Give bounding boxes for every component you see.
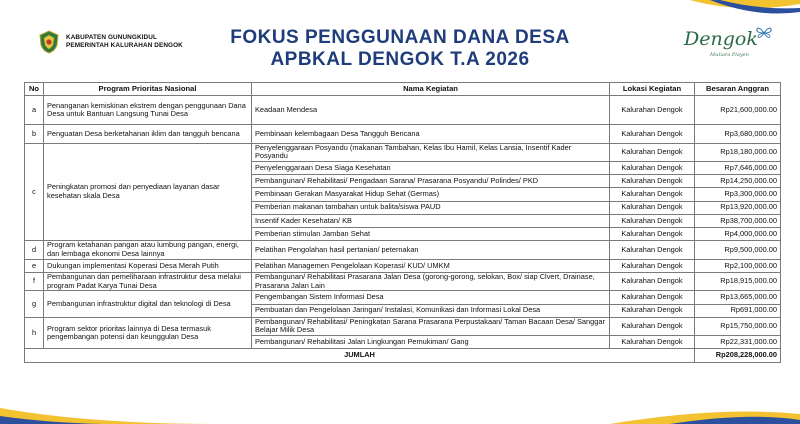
anggaran-cell: Rp18,180,000.00 (695, 143, 781, 162)
lokasi-cell: Kalurahan Dengok (610, 291, 695, 304)
kegiatan-cell: Penyelenggaraan Posyandu (makanan Tambahan, Kelas Ibu Hamil, Kelas Lansia, Insentif Kader Posyandu (252, 143, 610, 162)
dengok-brand-logo (684, 28, 774, 62)
lokasi-cell: Kalurahan Dengok (610, 175, 695, 188)
program-cell: Peningkatan promosi dan penyediaan layanan dasar kesehatan skala Desa (44, 143, 252, 241)
lokasi-cell: Kalurahan Dengok (610, 304, 695, 317)
table-row (25, 96, 781, 125)
lokasi-cell: Kalurahan Dengok (610, 272, 695, 291)
kegiatan-cell: Pemberian makanan tambahan untuk balita/siswa PAUD (252, 201, 610, 214)
lokasi-cell: Kalurahan Dengok (610, 259, 695, 272)
anggaran-cell: Rp22,331,000.00 (695, 336, 781, 349)
kegiatan-cell: Pelatihan Pengolahan hasil pertanian/ peternakan (252, 241, 610, 260)
brand-name: Dengok (684, 28, 758, 50)
kegiatan-cell: Penyelenggaraan Desa Siaga Kesehatan (252, 162, 610, 175)
lokasi-cell: Kalurahan Dengok (610, 188, 695, 201)
butterfly-icon (756, 26, 772, 40)
lokasi-cell: Kalurahan Dengok (610, 162, 695, 175)
table-header-row (25, 83, 781, 96)
column-header-no: No (25, 83, 44, 96)
kegiatan-cell: Keadaan Mendesa (252, 96, 610, 125)
program-cell: Pembangunan dan pemeliharaan infrastruktur desa melalui program Padat Karya Tunai Desa (44, 272, 252, 291)
kegiatan-cell: Pemberian stimulan Jamban Sehat (252, 227, 610, 240)
anggaran-cell: Rp18,915,000.00 (695, 272, 781, 291)
kegiatan-cell: Pelatihan Managemen Pengelolaan Koperasi/ KUD/ UMKM (252, 259, 610, 272)
total-value: Rp208,228,000.00 (695, 349, 781, 362)
column-header-lokasi: Lokasi Kegiatan (610, 83, 695, 96)
row-number: e (25, 259, 44, 272)
column-header-anggaran: Besaran Anggran (695, 83, 781, 96)
decorative-swoosh-bottom-left (0, 394, 220, 424)
row-number: f (25, 272, 44, 291)
decorative-swoosh-top-right (660, 0, 800, 22)
lokasi-cell: Kalurahan Dengok (610, 227, 695, 240)
table-row (25, 291, 781, 304)
anggaran-cell: Rp9,500,000.00 (695, 241, 781, 260)
table-row (25, 317, 781, 336)
row-number: g (25, 291, 44, 317)
page-title (0, 27, 800, 71)
kegiatan-cell: Pembinaan kelembagaan Desa Tangguh Bencana (252, 125, 610, 144)
anggaran-cell: Rp15,750,000.00 (695, 317, 781, 336)
kegiatan-cell: Pembangunan/ Rehabilitasi Prasarana Jalan Desa (gorong-gorong, selokan, Box/ siap Clvert, Drainase, Prasarana Jalan Lain (252, 272, 610, 291)
anggaran-cell: Rp38,700,000.00 (695, 214, 781, 227)
program-cell: Dukungan implementasi Koperasi Desa Merah Putih (44, 259, 252, 272)
anggaran-cell: Rp691,000.00 (695, 304, 781, 317)
lokasi-cell: Kalurahan Dengok (610, 214, 695, 227)
kegiatan-cell: Insentif Kader Kesehatan/ KB (252, 214, 610, 227)
program-cell: Penanganan kemiskinan ekstrem dengan penggunaan Dana Desa untuk Bantuan Langsung Tunai Desa (44, 96, 252, 125)
program-cell: Program sektor prioritas lainnya di Desa termasuk pengembangan potensi dan keunggulan Desa (44, 317, 252, 349)
kegiatan-cell: Pembangunan/ Rehabilitasi/ Pengadaan Sarana/ Prasarana Posyandu/ Polindes/ PKD (252, 175, 610, 188)
table-row (25, 143, 781, 162)
anggaran-cell: Rp21,600,000.00 (695, 96, 781, 125)
anggaran-cell: Rp14,250,000.00 (695, 175, 781, 188)
lokasi-cell: Kalurahan Dengok (610, 96, 695, 125)
anggaran-cell: Rp4,000,000.00 (695, 227, 781, 240)
anggaran-cell: Rp3,300,000.00 (695, 188, 781, 201)
lokasi-cell: Kalurahan Dengok (610, 241, 695, 260)
row-number: h (25, 317, 44, 349)
budget-table (24, 82, 781, 363)
lokasi-cell: Kalurahan Dengok (610, 201, 695, 214)
regency-name: KABUPATEN GUNUNGKIDUL (66, 34, 157, 41)
village-government-name: PEMERINTAH KALURAHAN DENGOK (66, 42, 183, 49)
kegiatan-cell: Pembangunan/ Rehabilitasi Jalan Lingkungan Pemukiman/ Gang (252, 336, 610, 349)
anggaran-cell: Rp3,680,000.00 (695, 125, 781, 144)
kegiatan-cell: Pengembangan Sistem Informasi Desa (252, 291, 610, 304)
table-row (25, 125, 781, 144)
total-label: JUMLAH (25, 349, 695, 362)
table-row (25, 272, 781, 291)
lokasi-cell: Kalurahan Dengok (610, 125, 695, 144)
program-cell: Program ketahanan pangan atau lumbung pangan, energi, dan lembaga ekonomi Desa lainnya (44, 241, 252, 260)
row-number: c (25, 143, 44, 241)
lokasi-cell: Kalurahan Dengok (610, 143, 695, 162)
column-header-program: Program Prioritas Nasional (44, 83, 252, 96)
decorative-swoosh-bottom-right (600, 398, 800, 424)
title-line-1: FOKUS PENGGUNAAN DANA DESA (230, 27, 570, 48)
row-number: b (25, 125, 44, 144)
brand-tagline: Mutiara Playen (710, 52, 749, 58)
table-row (25, 259, 781, 272)
kegiatan-cell: Pembinaan Gerakan Masyarakat Hidup Sehat (Germas) (252, 188, 610, 201)
row-number: d (25, 241, 44, 260)
lokasi-cell: Kalurahan Dengok (610, 336, 695, 349)
anggaran-cell: Rp13,920,000.00 (695, 201, 781, 214)
row-number: a (25, 96, 44, 125)
kegiatan-cell: Pembuatan dan Pengelolaan Jaringan/ Instalasi, Komunikasi dan Informasi Lokal Desa (252, 304, 610, 317)
title-line-2: APBKAL DENGOK T.A 2026 (270, 49, 530, 70)
table-row (25, 241, 781, 260)
total-row (25, 349, 781, 362)
anggaran-cell: Rp7,646,000.00 (695, 162, 781, 175)
program-cell: Penguatan Desa berketahanan iklim dan tangguh bencana (44, 125, 252, 144)
program-cell: Pembangunan infrastruktur digital dan teknologi di Desa (44, 291, 252, 317)
column-header-kegiatan: Nama Kegiatan (252, 83, 610, 96)
kegiatan-cell: Pembangunan/ Rehabilitasi/ Peningkatan Sarana Prasarana Perpustakaan/ Taman Bacaan Desa/ Sanggar Belajar Milik Desa (252, 317, 610, 336)
lokasi-cell: Kalurahan Dengok (610, 317, 695, 336)
anggaran-cell: Rp2,100,000.00 (695, 259, 781, 272)
anggaran-cell: Rp13,665,000.00 (695, 291, 781, 304)
